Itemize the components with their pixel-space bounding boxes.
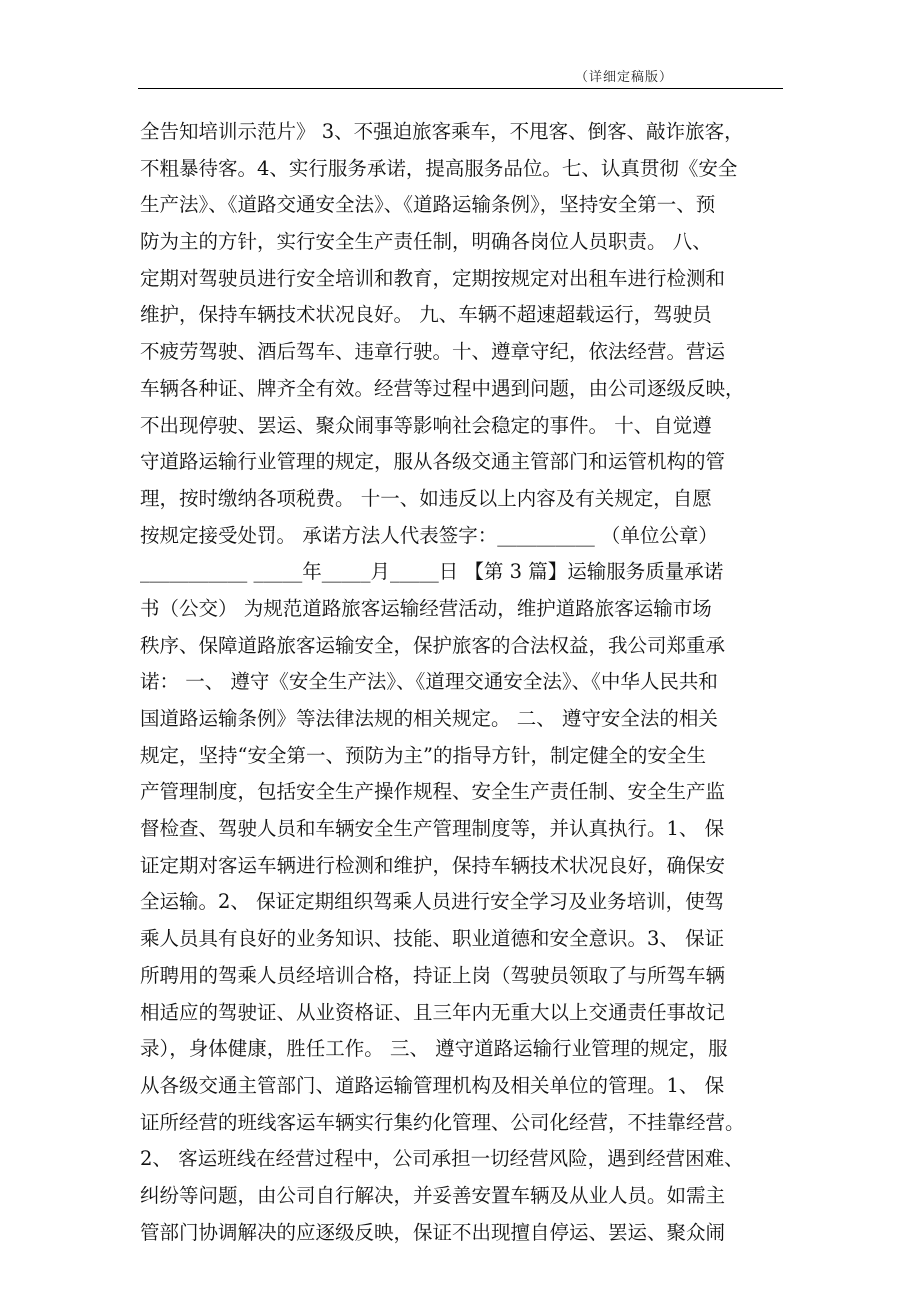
text-line: ___________ _____年_____月_____日 【第 3 篇】运输服务质量承诺 — [140, 560, 724, 584]
text-line: 不粗暴待客。4、实行服务承诺，提高服务品位。七、认真贯彻《安全 — [140, 156, 738, 180]
text-line: 定期对驾驶员进行安全培训和教育，定期按规定对出租车进行检测和 — [140, 266, 726, 290]
text-line: 理，按时缴纳各项税费。 十一、如违反以上内容及有关规定，自愿 — [140, 486, 712, 510]
text-line: 证定期对客运车辆进行检测和维护，保持车辆技术状况良好，确保安 — [140, 853, 726, 877]
text-line: 书（公交） 为规范道路旅客运输经营活动，维护道路旅客运输市场 — [140, 596, 712, 620]
document-body — [140, 114, 788, 1251]
text-line: 2、 客运班线在经营过程中，公司承担一切经营风险，遇到经营困难、 — [140, 1147, 744, 1171]
text-line: 相适应的驾驶证、从业资格证、且三年内无重大以上交通责任事故记 — [140, 1000, 726, 1024]
text-line: 维护，保持车辆技术状况良好。 九、车辆不超速超载运行，驾驶员 — [140, 303, 712, 327]
text-line: 产管理制度，包括安全生产操作规程、安全生产责任制、安全生产监 — [140, 780, 726, 804]
text-line: 督检查、驾驶人员和车辆安全生产管理制度等，并认真执行。1、 保 — [140, 817, 725, 841]
text-line: 不出现停驶、罢运、聚众闹事等影响社会稳定的事件。 十、自觉遵 — [140, 413, 712, 437]
text-line: 所聘用的驾乘人员经培训合格，持证上岗（驾驶员领取了与所驾车辆 — [140, 963, 726, 987]
header-version-label: （详细定稿版） — [574, 70, 673, 85]
text-line: 车辆各种证、牌齐全有效。经营等过程中遇到问题，由公司逐级反映， — [140, 376, 745, 400]
text-line: 国道路运输条例》等法律法规的相关规定。 二、 遵守安全法的相关 — [140, 707, 718, 730]
text-line: 按规定接受处罚。 承诺方法人代表签字：__________ （单位公章） — [140, 523, 718, 547]
text-line: 录），身体健康，胜任工作。 三、 遵守道路运输行业管理的规定，服 — [140, 1037, 728, 1061]
text-line: 防为主的方针，实行安全生产责任制，明确各岗位人员职责。 八、 — [140, 230, 712, 254]
text-line: 秩序、保障道路旅客运输安全，保护旅客的合法权益，我公司郑重承 — [140, 633, 726, 657]
text-line: 生产法》、《道路交通安全法》、《道路运输条例》，坚持安全第一、预 — [140, 193, 716, 217]
text-line: 从各级交通主管部门、道路运输管理机构及相关单位的管理。1、 保 — [140, 1073, 725, 1097]
text-line: 纠纷等问题，由公司自行解决，并妥善安置车辆及从业人员。如需主 — [140, 1183, 726, 1207]
text-line: 证所经营的班线客运车辆实行集约化管理、公司化经营，不挂靠经营。 — [140, 1110, 745, 1134]
page-header — [138, 62, 783, 89]
text-line: 不疲劳驾驶、酒后驾车、违章行驶。十、遵章守纪，依法经营。营运 — [140, 340, 726, 364]
text-line: 乘人员具有良好的业务知识、技能、职业道德和安全意识。3、 保证 — [140, 927, 725, 951]
text-line: 守道路运输行业管理的规定，服从各级交通主管部门和运管机构的管 — [140, 450, 726, 474]
text-line: 全运输。2、 保证定期组织驾乘人员进行安全学习及业务培训，使驾 — [140, 890, 725, 914]
text-line: 规定，坚持“安全第一、预防为主”的指导方针，制定健全的安全生 — [140, 743, 706, 767]
text-line: 管部门协调解决的应逐级反映，保证不出现擅自停运、罢运、聚众闹 — [140, 1220, 726, 1244]
text-line: 诺： 一、 遵守《安全生产法》、《道理交通安全法》、《中华人民共和 — [140, 670, 718, 694]
text-line: 全告知培训示范片》 3、不强迫旅客乘车，不甩客、倒客、敲诈旅客， — [140, 120, 744, 143]
